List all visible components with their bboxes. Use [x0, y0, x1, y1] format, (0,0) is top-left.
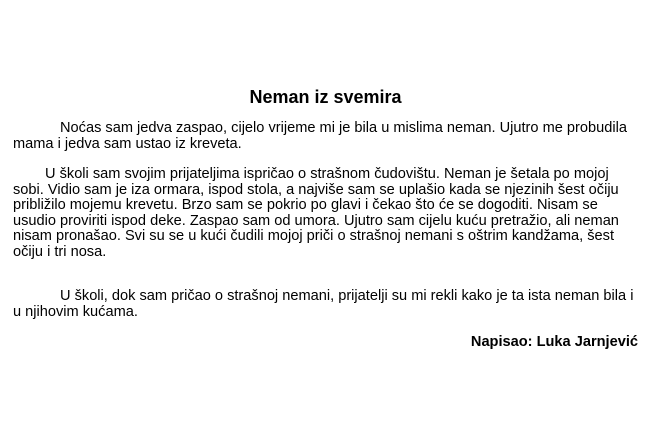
paragraph-3: U školi, dok sam pričao o strašnoj nemani, prijatelji su mi rekli kako je ta ista neman bila i u njihovim kućama. — [13, 288, 634, 320]
paragraph-2: U školi sam svojim prijateljima ispričao o strašnom čudovištu. Neman je šetala po mojoj sobi. Vidio sam je iza ormara, ispod stola, a najviše sam se uplašio kada se njezinih šest očiju približilo mojemu krevetu. Brzo sam se pokrio po glavi i čekao što će se dogoditi. Nisam se usudio proviriti ispod deke. Zaspao sam od umora. Ujutro sam cijelu kuću pretražio, ali neman nisam pronašao. Svi su se u kući čudili mojoj priči o strašnoj nemani s oštrim kandžama, šest očiju i tri nosa. — [13, 166, 619, 260]
document-title: Neman iz svemira — [249, 87, 402, 107]
paragraph-1: Noćas sam jedva zaspao, cijelo vrijeme mi je bila u mislima neman. Ujutro me probudila mama i jedva sam ustao iz kreveta. — [13, 120, 627, 152]
author-line: Napisao: Luka Jarnjević — [470, 334, 638, 350]
